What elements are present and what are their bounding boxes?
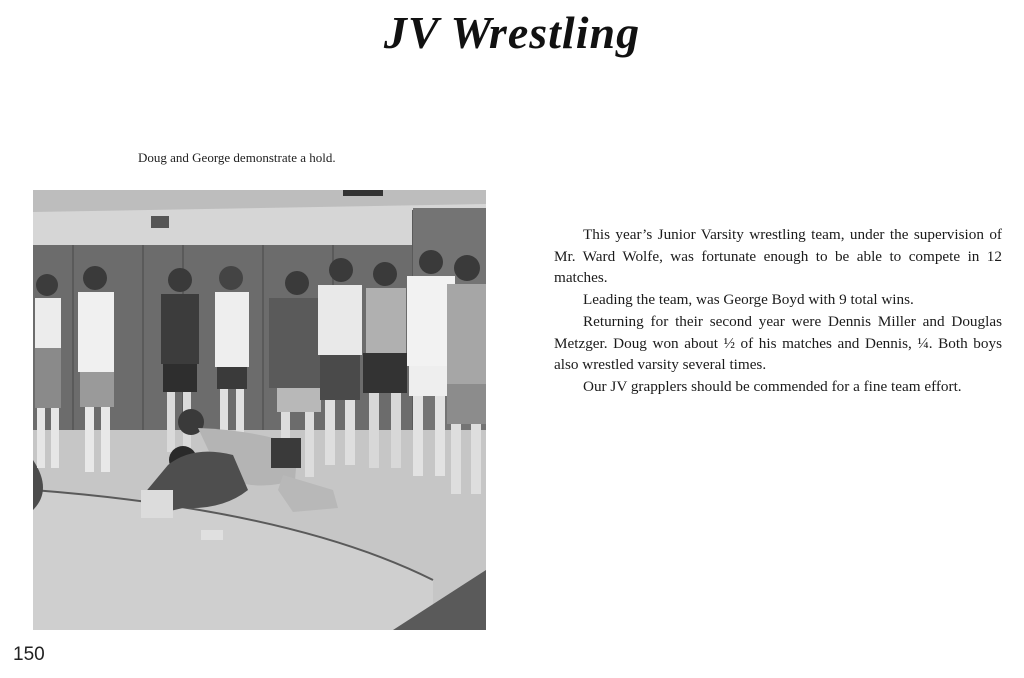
paragraph: Returning for their second year were Dennis Miller and Douglas Metzger. Doug won about ½ of his matches and Dennis, ¼. Both boys also wrestled varsity several times. <box>554 312 1002 374</box>
team-photo <box>33 190 486 630</box>
paragraph: Leading the team, was George Boyd with 9 total wins. <box>583 291 914 309</box>
page-title: JV Wrestling <box>383 7 641 58</box>
page-number: 150 <box>13 644 45 665</box>
paragraph: Our JV grapplers should be commended for a fine team effort. <box>583 377 962 395</box>
photo-caption: Doug and George demonstrate a hold. <box>138 150 336 165</box>
paragraph: This year’s Junior Varsity wrestling team, under the supervision of Mr. Ward Wolfe, was fortunate enough to be able to compete in 12 matches. <box>554 226 1002 287</box>
article-body <box>554 224 1002 398</box>
